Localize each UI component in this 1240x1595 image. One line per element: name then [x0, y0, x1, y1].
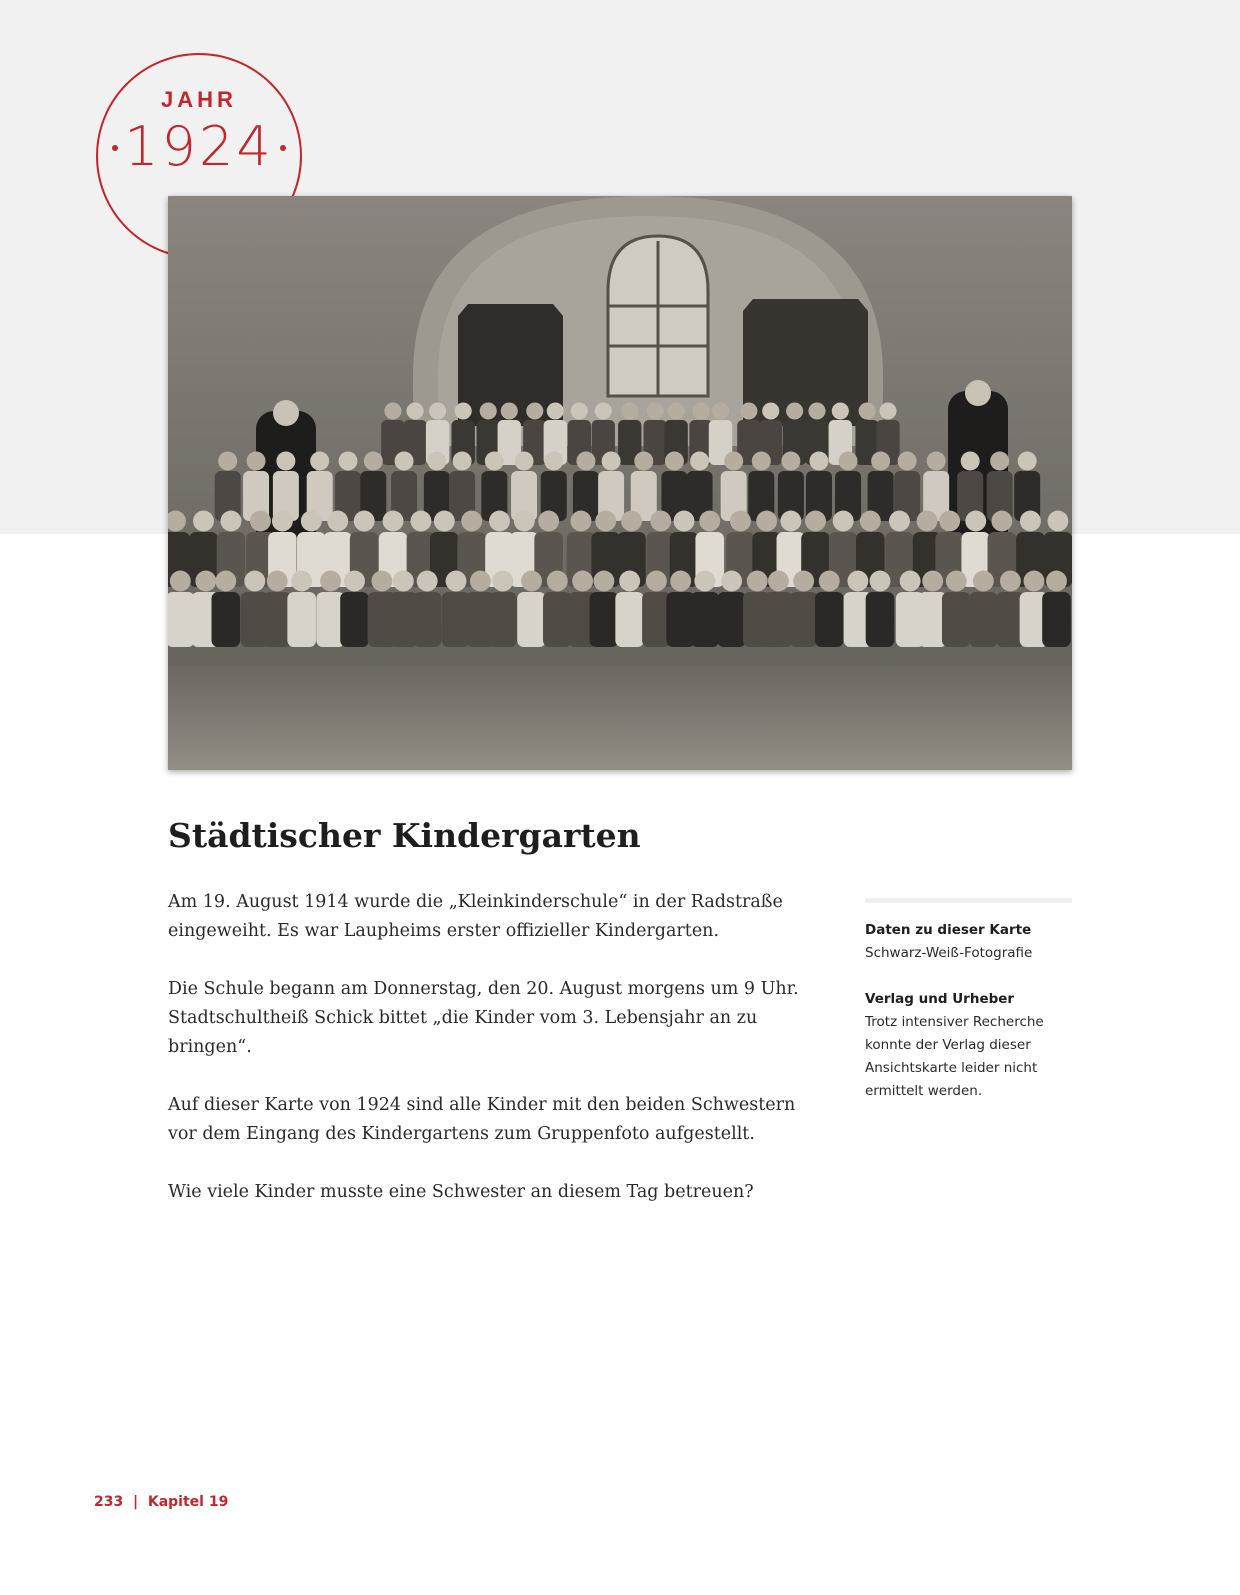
child-figure-head — [621, 511, 642, 532]
child-figure-head — [805, 511, 826, 532]
child-figure-head — [446, 571, 467, 592]
child-figure-head — [619, 571, 640, 592]
child-figure-head — [768, 571, 789, 592]
child-figure-head — [650, 511, 671, 532]
info-sidebar — [865, 898, 1072, 1126]
child-figure-head — [721, 571, 742, 592]
child-figure-head — [694, 571, 715, 592]
child-figure-head — [860, 511, 881, 532]
child-figure-head — [740, 402, 757, 419]
child-figure-head — [922, 571, 943, 592]
child-figure-body — [615, 592, 644, 647]
child-figure-head — [927, 452, 946, 471]
child-figure-body — [942, 592, 971, 647]
card-data-block — [865, 919, 1072, 965]
child-figure-head — [276, 452, 295, 471]
child-figure-head — [762, 402, 779, 419]
child-figure-head — [218, 452, 237, 471]
child-figure-body — [969, 592, 998, 647]
child-figure-head — [344, 571, 365, 592]
child-figure-body — [764, 592, 793, 647]
child-figure-head — [1048, 511, 1069, 532]
child-figure-head — [595, 402, 612, 419]
child-figure-head — [514, 511, 535, 532]
child-figure-head — [501, 402, 518, 419]
child-figure-body — [340, 592, 369, 647]
stamp-dot-right — [280, 145, 286, 151]
child-figure-head — [898, 452, 917, 471]
child-figure-head — [170, 571, 191, 592]
child-figure-head — [384, 402, 401, 419]
child-figure-head — [547, 571, 568, 592]
child-figure-head — [526, 402, 543, 419]
child-figure-head — [301, 511, 322, 532]
child-figure-head — [492, 571, 513, 592]
child-figure-head — [712, 402, 729, 419]
child-figure-head — [515, 452, 534, 471]
child-figure-head — [417, 571, 438, 592]
group-photo-image — [168, 196, 1072, 770]
paragraph-3: Auf dieser Karte von 1924 sind alle Kinder mit den beiden Schwestern vor dem Eingang des Kindergartens zum Gruppenfoto aufgestellt. — [168, 1095, 796, 1144]
child-figure-body — [590, 592, 619, 647]
child-figure-head — [847, 571, 868, 592]
child-figure-head — [272, 511, 293, 532]
child-figure-body — [212, 592, 241, 647]
child-figure-body — [866, 592, 895, 647]
child-figure-head — [455, 402, 472, 419]
child-figure-head — [991, 511, 1012, 532]
paragraph-1: Am 19. August 1914 wurde die „Kleinkinderschule“ in der Radstraße eingeweiht. Es war Laupheims erster offizieller Kindergarten. — [168, 892, 783, 941]
child-figure-head — [576, 452, 595, 471]
child-figure-head — [544, 452, 563, 471]
child-figure-head — [808, 402, 825, 419]
publisher-block — [865, 988, 1072, 1103]
child-figure-head — [327, 511, 348, 532]
child-figure-head — [489, 511, 510, 532]
child-figure-head — [889, 511, 910, 532]
child-figure-head — [395, 452, 414, 471]
child-figure-body — [488, 592, 517, 647]
child-figure-head — [939, 511, 960, 532]
child-figure-head — [570, 511, 591, 532]
child-figure-head — [668, 402, 685, 419]
card-data-title: Daten zu dieser Karte — [865, 922, 1032, 938]
child-figure-head — [819, 571, 840, 592]
child-figure-body — [413, 592, 442, 647]
publisher-title: Verlag und Urheber — [865, 991, 1015, 1007]
child-figure-head — [634, 452, 653, 471]
child-figure-head — [393, 571, 414, 592]
child-figure-head — [310, 452, 329, 471]
card-data-value: Schwarz-Weiß-Fotografie — [865, 945, 1033, 961]
child-figure-body — [287, 592, 316, 647]
child-figure-head — [780, 511, 801, 532]
child-figure-head — [1000, 571, 1021, 592]
child-figure-head — [752, 452, 771, 471]
child-figure-head — [781, 452, 800, 471]
child-figure-head — [871, 452, 890, 471]
child-figure-head — [572, 571, 593, 592]
child-figure-head — [339, 452, 358, 471]
child-figure-head — [724, 452, 743, 471]
child-figure-head — [193, 511, 214, 532]
child-figure-head — [674, 511, 695, 532]
nun-figure-face — [965, 380, 991, 406]
child-figure-head — [485, 452, 504, 471]
child-figure-head — [1046, 571, 1067, 592]
child-figure-head — [1018, 452, 1037, 471]
child-figure-head — [665, 452, 684, 471]
child-figure-head — [1020, 511, 1041, 532]
child-figure-body — [168, 592, 195, 647]
child-figure-head — [429, 402, 446, 419]
child-figure-head — [900, 571, 921, 592]
child-figure-head — [946, 571, 967, 592]
child-figure-body — [263, 592, 292, 647]
child-figure-head — [965, 511, 986, 532]
child-figure-head — [470, 571, 491, 592]
child-figure-head — [383, 511, 404, 532]
paragraph-2: Die Schule begann am Donnerstag, den 20. August morgens um 9 Uhr. Stadtschultheiß Schick bittet „die Kinder vom 3. Lebensjahr an zu bringen“. — [168, 979, 799, 1057]
child-figure-body — [717, 592, 746, 647]
child-figure-head — [247, 452, 266, 471]
child-figure-head — [879, 402, 896, 419]
nun-figure-face — [273, 400, 299, 426]
child-figure-head — [917, 511, 938, 532]
child-figure-head — [195, 571, 216, 592]
group-photo — [168, 196, 1072, 770]
child-figure-head — [571, 402, 588, 419]
child-figure-head — [839, 452, 858, 471]
child-figure-head — [371, 571, 392, 592]
child-figure-head — [693, 402, 710, 419]
child-figure-head — [453, 452, 472, 471]
child-figure-head — [690, 452, 709, 471]
child-figure-head — [595, 511, 616, 532]
child-figure-head — [621, 402, 638, 419]
child-figure-head — [461, 511, 482, 532]
child-figure-head — [593, 571, 614, 592]
child-figure-head — [291, 571, 312, 592]
child-figure-head — [699, 511, 720, 532]
child-figure-head — [215, 571, 236, 592]
child-figure-body — [815, 592, 844, 647]
paragraph-4: Wie viele Kinder musste eine Schwester an diesem Tag betreuen? — [168, 1182, 754, 1202]
child-figure-head — [786, 402, 803, 419]
child-figure-head — [809, 452, 828, 471]
child-figure-head — [602, 452, 621, 471]
publisher-value: Trotz intensiver Recherche konnte der Verlag dieser Ansichtskarte leider nicht ermittelt werden. — [865, 1014, 1044, 1099]
child-figure-head — [990, 452, 1009, 471]
article-body — [168, 888, 808, 1236]
page-footer — [94, 1494, 228, 1510]
child-figure-head — [221, 511, 242, 532]
child-figure-head — [832, 402, 849, 419]
child-figure-body — [543, 592, 572, 647]
child-figure-head — [756, 511, 777, 532]
stamp-label: JAHR — [161, 87, 237, 112]
child-figure-head — [859, 402, 876, 419]
stamp-year: 1924 — [124, 115, 274, 178]
child-figure-body — [789, 592, 818, 647]
child-figure-head — [267, 571, 288, 592]
child-figure-head — [250, 511, 271, 532]
child-figure-head — [364, 452, 383, 471]
article-title: Städtischer Kindergarten — [168, 816, 641, 855]
child-figure-head — [244, 571, 265, 592]
child-figure-head — [646, 571, 667, 592]
child-figure-head — [973, 571, 994, 592]
child-figure-head — [547, 402, 564, 419]
child-figure-head — [793, 571, 814, 592]
child-figure-head — [434, 511, 455, 532]
child-figure-body — [442, 592, 471, 647]
page-number: 233 — [94, 1494, 124, 1510]
child-figure-head — [480, 402, 497, 419]
child-figure-body — [517, 592, 546, 647]
child-figure-head — [410, 511, 431, 532]
child-figure-head — [521, 571, 542, 592]
child-figure-head — [870, 571, 891, 592]
child-figure-head — [647, 402, 664, 419]
child-figure-head — [730, 511, 751, 532]
child-figure-head — [406, 402, 423, 419]
child-figure-head — [747, 571, 768, 592]
child-figure-head — [538, 511, 559, 532]
child-figure-head — [427, 452, 446, 471]
child-figure-body — [1042, 592, 1071, 647]
child-figure-head — [961, 452, 980, 471]
child-figure-head — [833, 511, 854, 532]
child-figure-head — [320, 571, 341, 592]
child-figure-body — [691, 592, 720, 647]
footer-separator: | — [132, 1494, 139, 1510]
child-figure-head — [354, 511, 375, 532]
child-figure-head — [1023, 571, 1044, 592]
chapter-label: Kapitel 19 — [147, 1494, 229, 1510]
child-figure-head — [670, 571, 691, 592]
